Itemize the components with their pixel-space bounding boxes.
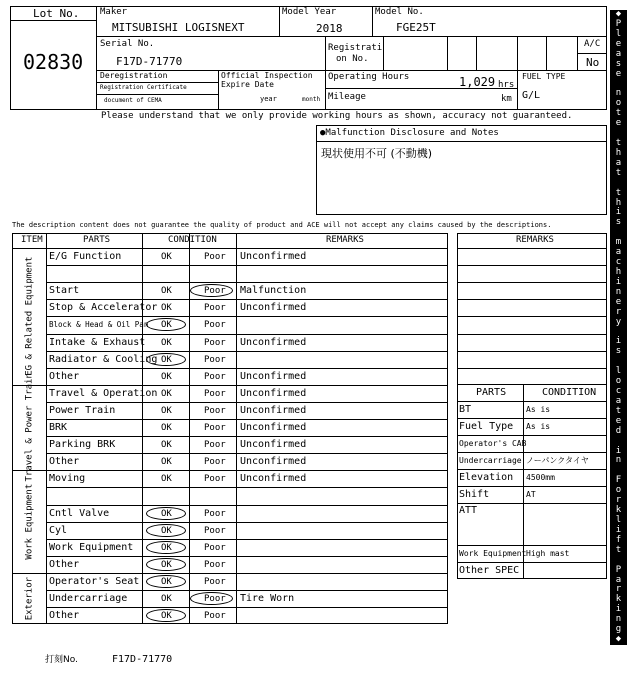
part-label: Operator's Seat <box>49 575 140 587</box>
header-item: ITEM <box>21 235 43 245</box>
side-note-char: e <box>615 415 622 426</box>
side-note-char: e <box>615 38 622 49</box>
side-note-char: n <box>615 88 622 99</box>
fuel-type-value: G/L <box>522 90 541 101</box>
registration-label-2: on No. <box>336 54 369 64</box>
part-label: BRK <box>49 422 68 433</box>
cema-label: document of CEMA <box>104 97 162 104</box>
poor-option: Poor <box>204 303 226 314</box>
maker-label: Maker <box>100 7 128 17</box>
side-note-char: t <box>615 544 622 555</box>
poor-option: Poor <box>204 440 226 451</box>
part-label: Intake & Exhaust <box>49 336 146 348</box>
remark-text: Unconfirmed <box>240 370 307 382</box>
side-note-char: c <box>615 386 622 397</box>
ok-option: OK <box>161 611 172 622</box>
side-note-char: a <box>615 395 622 406</box>
remark-text: Unconfirmed <box>240 336 307 348</box>
part-label: Stop & Accelerator <box>49 302 158 314</box>
side-note-char: f <box>615 534 622 545</box>
side-note-char: a <box>615 48 622 59</box>
poor-option: Poor <box>204 286 226 297</box>
side-note-char: a <box>615 247 622 258</box>
side-note-char: o <box>615 98 622 109</box>
part-label: Undercarriage <box>49 593 128 604</box>
ok-option: OK <box>161 388 172 399</box>
malfunction-text: 現状使用不可 (不動機) <box>321 147 433 160</box>
right-remarks-header: REMARKS <box>516 235 554 245</box>
part-label: Block & Head & Oil Pan <box>49 320 149 330</box>
side-note-char: t <box>615 167 622 178</box>
model-year-value: 2018 <box>316 22 343 35</box>
model-no-value: FGE25T <box>396 21 436 34</box>
remark-text: Unconfirmed <box>240 404 307 416</box>
side-note-char: r <box>615 495 622 506</box>
poor-option: Poor <box>204 388 226 399</box>
part-label: E/G Function <box>49 251 122 262</box>
poor-option: Poor <box>204 474 226 485</box>
side-note-char: n <box>615 286 622 297</box>
malfunction-title: ●Malfunction Disclosure and Notes <box>320 128 499 138</box>
stamp-value: F17D-71770 <box>112 654 173 665</box>
part-label: Other <box>49 558 80 570</box>
remark-text: Unconfirmed <box>240 387 307 399</box>
side-note-char: m <box>615 237 622 248</box>
side-note-char: e <box>615 296 622 307</box>
part-label: Parking BRK <box>49 439 116 451</box>
side-note-char: k <box>615 505 622 516</box>
ok-option: OK <box>161 337 172 348</box>
model-no-label: Model No. <box>375 7 424 17</box>
poor-option: Poor <box>204 576 226 587</box>
part-label: Other <box>49 610 80 622</box>
side-note-char: i <box>615 276 622 287</box>
side-note-char: P <box>615 18 622 29</box>
ok-circle <box>146 558 186 571</box>
side-note-char: ◆ <box>615 9 622 19</box>
side-note-char: r <box>615 306 622 317</box>
year-label: year <box>260 95 277 103</box>
side-note-char: l <box>615 366 622 377</box>
side-note-char: n <box>615 614 622 625</box>
part-label: Travel & Operation <box>49 387 158 399</box>
side-note-char: r <box>615 584 622 595</box>
poor-option: Poor <box>204 320 226 331</box>
spec-part: Undercarriage <box>459 456 522 465</box>
ok-option: OK <box>161 594 172 604</box>
ok-option: OK <box>161 559 172 570</box>
operating-hours-value: 1,029 <box>459 75 496 89</box>
ok-option: OK <box>161 474 172 485</box>
side-note-char: g <box>615 624 622 635</box>
ac-label: A/C <box>584 39 601 49</box>
side-note-char: s <box>615 58 622 69</box>
ok-circle <box>146 609 186 622</box>
spec-condition-header: CONDITION <box>542 387 597 398</box>
side-note-char: i <box>615 445 622 456</box>
side-note-char: e <box>615 118 622 129</box>
part-label: Other <box>49 456 80 468</box>
side-note-char: s <box>615 346 622 357</box>
registration-label-1: Registrati <box>328 43 383 53</box>
side-note-char: h <box>615 147 622 158</box>
side-note-char: k <box>615 594 622 605</box>
group-label: Exterior <box>24 576 35 621</box>
part-label: Radiator & Cooling <box>49 353 158 365</box>
ok-circle <box>146 541 186 554</box>
poor-option: Poor <box>204 457 226 468</box>
header-condition: CONDITION <box>168 235 217 245</box>
ok-option: OK <box>161 354 172 365</box>
ac-value: No <box>586 56 600 69</box>
ok-option: OK <box>161 576 172 587</box>
header-parts: PARTS <box>83 235 111 245</box>
remark-text: Unconfirmed <box>240 302 307 314</box>
spec-parts-header: PARTS <box>476 387 507 398</box>
side-note-char: e <box>615 68 622 79</box>
side-note-char: t <box>615 187 622 198</box>
poor-option: Poor <box>204 508 226 519</box>
group-label: Travel & Power Train <box>24 373 35 482</box>
ok-option: OK <box>161 440 172 451</box>
side-note-char: l <box>615 515 622 526</box>
part-label: Cyl <box>49 524 68 536</box>
header-remarks: REMARKS <box>326 235 364 245</box>
part-label: Cntl Valve <box>49 507 110 519</box>
poor-option: Poor <box>204 252 226 262</box>
spec-part: Work Equipment <box>459 549 527 558</box>
side-note-char: o <box>615 485 622 496</box>
remark-text: Unconfirmed <box>240 473 307 485</box>
disclaimer: The description content does not guarantee the quality of product and ACE will not accept any claims caused by the descriptions. <box>12 221 552 229</box>
spec-part: Other SPEC <box>459 565 520 576</box>
spec-part: BT <box>459 404 472 415</box>
remark-text: Tire Worn <box>240 593 295 604</box>
spec-value: As is <box>526 422 551 431</box>
spec-part: Fuel Type <box>459 421 514 432</box>
group-label: EG & Related Equipment <box>24 256 35 377</box>
ok-option: OK <box>161 286 172 297</box>
ok-option: OK <box>161 371 172 382</box>
spec-value: As is <box>526 405 551 414</box>
ok-circle <box>146 524 186 537</box>
serial-no-label: Serial No. <box>100 39 155 49</box>
malfunction-box <box>316 125 607 215</box>
deregistration-label: Deregistration <box>100 71 168 80</box>
part-label: Start <box>49 285 80 297</box>
mileage-label: Mileage <box>328 92 366 102</box>
poor-option: Poor <box>204 559 226 570</box>
poor-option: Poor <box>204 354 226 365</box>
remark-text: Malfunction <box>240 285 307 297</box>
group-label: Work Equipment <box>24 483 35 560</box>
ok-option: OK <box>161 252 172 262</box>
poor-option: Poor <box>204 405 226 416</box>
part-label: Moving <box>49 473 86 485</box>
spec-value: 4500mm <box>526 473 555 482</box>
side-note-char: i <box>615 336 622 347</box>
side-note-char: s <box>615 217 622 228</box>
side-note-char: h <box>615 197 622 208</box>
ok-option: OK <box>161 457 172 468</box>
spec-part: Shift <box>459 489 490 500</box>
fuel-type-label: FUEL TYPE <box>522 72 566 81</box>
side-note-char: i <box>615 604 622 615</box>
month-label: month <box>302 96 321 103</box>
side-note <box>610 10 627 645</box>
maker-value: MITSUBISHI LOGISNEXT <box>112 21 245 34</box>
ok-option: OK <box>161 423 172 433</box>
side-note-char: F <box>615 475 622 486</box>
side-note-char: i <box>615 524 622 535</box>
spec-value: High mast <box>526 549 570 558</box>
serial-no-value: F17D-71770 <box>116 55 183 68</box>
stamp-label: 打刻No. <box>45 655 78 665</box>
remark-text: Unconfirmed <box>240 251 307 262</box>
spec-part: ATT <box>459 505 478 516</box>
hours-notice: Please understand that we only provide working hours as shown, accuracy not guaranteed. <box>101 111 573 121</box>
part-label: Work Equipment <box>49 541 134 553</box>
poor-option: Poor <box>204 594 226 604</box>
side-note-char: ◆ <box>615 634 622 645</box>
ok-option: OK <box>161 525 172 536</box>
side-note-char: t <box>615 405 622 416</box>
poor-option: Poor <box>204 423 226 433</box>
poor-option: Poor <box>204 525 226 536</box>
lot-no-label: Lot No. <box>33 7 80 20</box>
spec-value: ノーパンクタイヤ <box>526 456 589 465</box>
remark-text: Unconfirmed <box>240 439 307 451</box>
ok-option: OK <box>161 320 172 331</box>
side-note-char: P <box>615 564 622 575</box>
remark-text: Unconfirmed <box>240 422 307 433</box>
hrs-label: hrs <box>498 80 515 90</box>
poor-option: Poor <box>204 542 226 553</box>
poor-circle <box>190 592 233 605</box>
ok-option: OK <box>161 405 172 416</box>
operating-hours-label: Operating Hours <box>328 72 410 82</box>
side-note-char: h <box>615 266 622 277</box>
ok-circle <box>146 507 186 520</box>
side-note-char: a <box>615 574 622 585</box>
side-note-char: y <box>615 316 622 327</box>
ok-circle <box>146 353 186 366</box>
ok-option: OK <box>161 508 172 519</box>
side-note-char: d <box>615 425 622 436</box>
poor-option: Poor <box>204 611 226 622</box>
spec-value: AT <box>526 490 536 499</box>
registration-certificate-label: Registration Certificate <box>100 84 187 91</box>
official-inspection-label-2: Expire Date <box>221 80 274 89</box>
spec-part: Operator's CAB <box>459 439 527 448</box>
side-note-char: c <box>615 257 622 268</box>
official-inspection-label-1: Official Inspection <box>221 71 313 80</box>
side-note-char: a <box>615 157 622 168</box>
lot-no-value: 02830 <box>23 50 84 74</box>
ok-circle <box>146 575 186 588</box>
side-note-char: n <box>615 455 622 466</box>
side-note-char: t <box>615 137 622 148</box>
side-note-char: o <box>615 376 622 387</box>
side-note-char: t <box>615 108 622 119</box>
ok-option: OK <box>161 542 172 553</box>
remark-text: Unconfirmed <box>240 456 307 468</box>
spec-part: Elevation <box>459 472 514 483</box>
model-year-label: Model Year <box>282 7 337 17</box>
poor-option: Poor <box>204 371 226 382</box>
part-label: Other <box>49 370 80 382</box>
side-note-char: i <box>615 207 622 218</box>
km-label: km <box>501 94 512 104</box>
poor-option: Poor <box>204 337 226 348</box>
ok-option: OK <box>161 303 172 314</box>
side-note-char: l <box>615 28 622 39</box>
part-label: Power Train <box>49 404 116 416</box>
